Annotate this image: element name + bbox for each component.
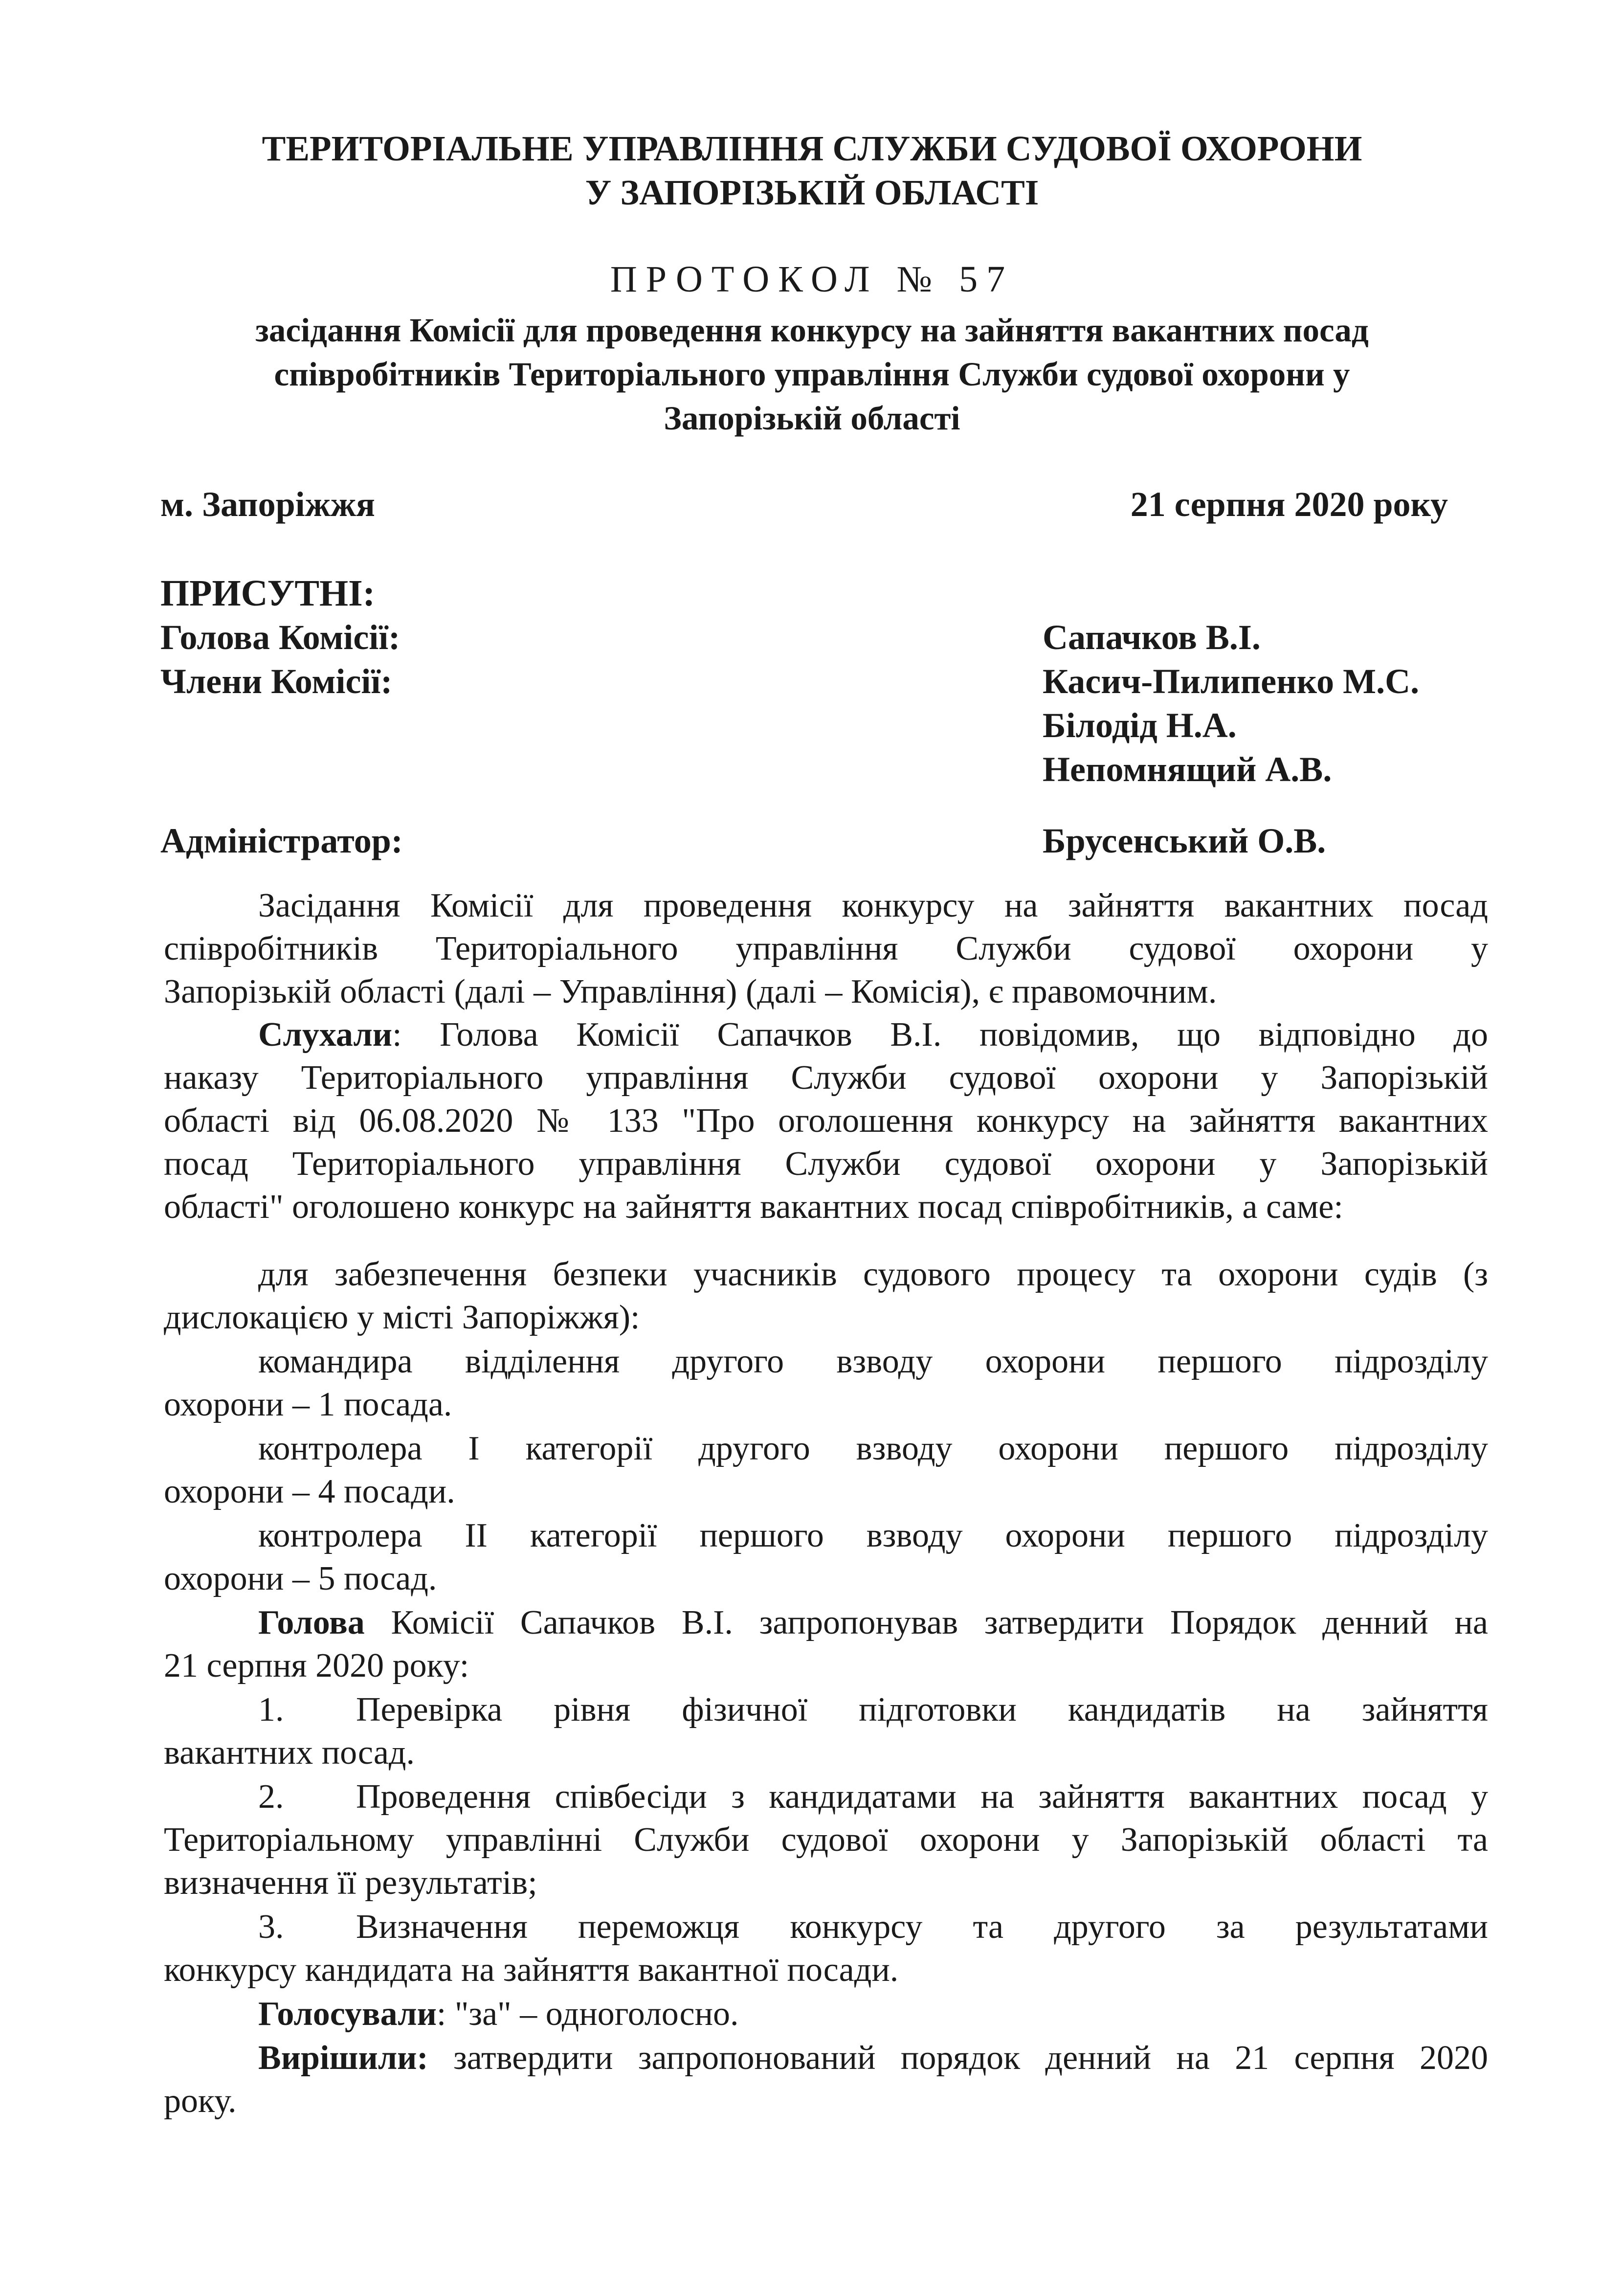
agenda-text: Проведення співбесіди з кандидатами на зайняття вакантних посад у <box>356 1778 1488 1816</box>
body-line: Засідання Комісії для проведення конкурсу на зайняття вакантних посад <box>258 887 1488 924</box>
protocol-subtitle-1: засідання Комісії для проведення конкурсу на зайняття вакантних посад <box>255 312 1369 349</box>
agenda-item-cont: вакантних посад. <box>164 1734 415 1772</box>
decided-line-cont: року. <box>164 2082 237 2120</box>
admin-name: Брусенський О.В. <box>1043 821 1326 860</box>
agenda-item-cont: Територіальному управлінні Служби судової охорони у Запорізькій області та <box>164 1821 1488 1859</box>
agenda-item-cont: визначення її результатів; <box>164 1864 537 1902</box>
body-line: Запорізькій області (далі – Управління) (далі – Комісія), є правомочним. <box>164 973 1217 1011</box>
present-heading: ПРИСУТНІ: <box>160 573 376 614</box>
body-line: наказу Територіального управління Служби судової охорони у Запорізькій <box>164 1059 1488 1097</box>
lead-word: Голосували <box>258 1995 437 2033</box>
position-line: контролера I категорії другого взводу охорони першого підрозділу <box>258 1430 1488 1467</box>
agenda-item <box>258 1775 1488 1819</box>
header-line-1: ТЕРИТОРІАЛЬНЕ УПРАВЛІННЯ СЛУЖБИ СУДОВОЇ ОХОРОНИ <box>262 129 1362 168</box>
body-line <box>258 1013 1488 1056</box>
body-text: Комісії Сапачков В.І. запропонував затвердити Порядок денний на <box>364 1604 1488 1641</box>
position-line: охорони – 5 посад. <box>164 1560 437 1597</box>
protocol-title: ПРОТОКОЛ № 57 <box>610 259 1014 300</box>
decided-line <box>258 2037 1488 2080</box>
agenda-text: Визначення переможця конкурсу та другого за результатами <box>356 1908 1488 1946</box>
chair-label: Голова Комісії: <box>160 618 400 657</box>
member-name: Білодід Н.А. <box>1043 706 1237 745</box>
member-name: Касич-Пилипенко М.С. <box>1043 662 1420 701</box>
lead-word: Голова <box>258 1604 365 1641</box>
agenda-item <box>258 1688 1488 1731</box>
agenda-item <box>258 1906 1488 1949</box>
position-line: охорони – 1 посада. <box>164 1386 452 1423</box>
agenda-number: 3. <box>258 1908 284 1946</box>
place: м. Запоріжжя <box>160 485 375 524</box>
admin-label: Адміністратор: <box>160 821 403 860</box>
body-line: для забезпечення безпеки учасників судового процесу та охорони судів (з <box>258 1256 1488 1293</box>
body-text: : Голова Комісії Сапачков В.І. повідомив, що відповідно до <box>392 1016 1488 1054</box>
chair-name: Сапачков В.І. <box>1043 618 1261 657</box>
body-line: області від 06.08.2020 № 133 "Про оголошення конкурсу на зайняття вакантних <box>164 1102 1488 1140</box>
agenda-number: 1. <box>258 1691 284 1729</box>
members-label: Члени Комісії: <box>160 662 393 701</box>
date: 21 серпня 2020 року <box>1130 485 1448 524</box>
position-line: командира відділення другого взводу охорони першого підрозділу <box>258 1343 1488 1380</box>
body-line: 21 серпня 2020 року: <box>164 1647 469 1685</box>
body-line: посад Територіального управління Служби судової охорони у Запорізькій <box>164 1145 1488 1183</box>
position-line: контролера II категорії першого взводу охорони першого підрозділу <box>258 1517 1488 1554</box>
protocol-subtitle-2: співробітників Територіального управління Служби судової охорони у <box>274 356 1350 393</box>
body-line: дислокацією у місті Запоріжжя): <box>164 1299 640 1336</box>
agenda-text: Перевірка рівня фізичної підготовки кандидатів на зайняття <box>356 1691 1488 1729</box>
header-line-2: У ЗАПОРІЗЬКІЙ ОБЛАСТІ <box>585 173 1039 212</box>
agenda-item-cont: конкурсу кандидата на зайняття вакантної посади. <box>164 1951 899 1989</box>
body-line: області" оголошено конкурс на зайняття вакантних посад співробітників, а саме: <box>164 1188 1343 1226</box>
lead-word: Слухали <box>258 1016 393 1054</box>
vote-line <box>258 1993 1488 2036</box>
body-line: співробітників Територіального управління Служби судової охорони у <box>164 930 1488 967</box>
position-line: охорони – 4 посади. <box>164 1473 455 1510</box>
member-name: Непомнящий А.В. <box>1043 750 1332 789</box>
lead-word: Вирішили: <box>258 2039 428 2077</box>
protocol-subtitle-3: Запорізькій області <box>664 400 960 437</box>
body-line <box>258 1601 1488 1644</box>
body-text: : "за" – одноголосно. <box>436 1995 739 2033</box>
body-text: затвердити запропонований порядок денний на 21 серпня 2020 <box>428 2039 1488 2077</box>
agenda-number: 2. <box>258 1778 284 1816</box>
